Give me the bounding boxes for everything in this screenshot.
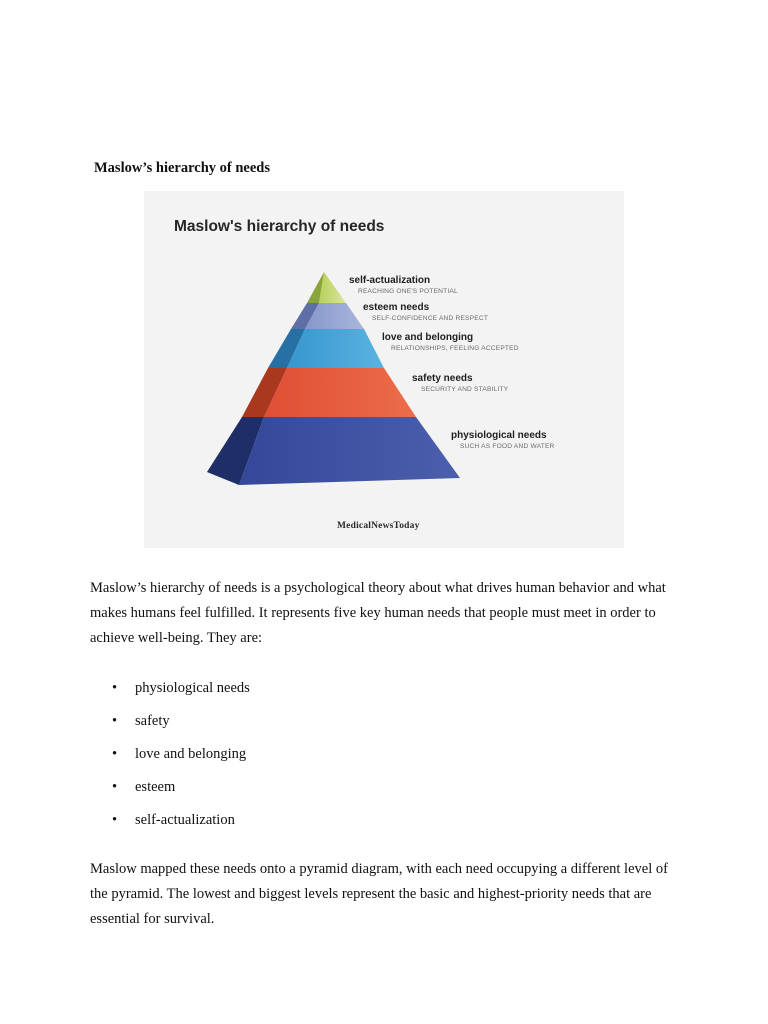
list-item-text: esteem — [135, 779, 176, 795]
list-item-text: safety — [135, 713, 170, 729]
level-sub-safety: SECURITY AND STABILITY — [421, 386, 509, 393]
level-sub-love-belonging: RELATIONSHIPS, FEELING ACCEPTED — [391, 345, 519, 352]
level-label-esteem: esteem needs — [363, 302, 430, 313]
list-item-text: love and belonging — [135, 746, 247, 762]
figure-title: Maslow's hierarchy of needs — [174, 218, 385, 235]
list-item — [90, 742, 250, 775]
bullet-icon: • — [112, 713, 118, 729]
pyramid-paragraph: Maslow mapped these needs onto a pyramid diagram, with each need occupying a different level of the pyramid. The lowest and biggest levels represent the basic and highest-priority needs that are essential for survival. — [90, 861, 668, 927]
list-item — [90, 676, 250, 709]
list-item-text: physiological needs — [135, 680, 250, 696]
list-item — [90, 709, 250, 742]
level-label-self-actualization: self-actualization — [349, 275, 431, 286]
pyramid-level-physiological — [239, 417, 460, 485]
bullet-icon: • — [112, 812, 118, 828]
pyramid-diagram — [144, 191, 624, 548]
level-label-love-belonging: love and belonging — [382, 332, 474, 343]
level-label-safety: safety needs — [412, 373, 473, 384]
bullet-icon: • — [112, 779, 118, 795]
list-item — [90, 775, 250, 808]
level-sub-physiological: SUCH AS FOOD AND WATER — [460, 443, 555, 450]
pyramid-level-safety — [264, 368, 416, 417]
needs-list — [90, 676, 250, 841]
list-item-text: self-actualization — [135, 812, 235, 828]
section-heading: Maslow’s hierarchy of needs — [94, 160, 270, 176]
level-label-physiological: physiological needs — [451, 430, 547, 441]
level-sub-esteem: SELF-CONFIDENCE AND RESPECT — [372, 315, 489, 322]
level-sub-self-actualization: REACHING ONE'S POTENTIAL — [358, 288, 458, 295]
bullet-icon: • — [112, 680, 118, 696]
brand-logo: MedicalNewsToday — [337, 521, 420, 531]
list-item — [90, 808, 250, 841]
pyramid-figure — [144, 191, 624, 548]
intro-paragraph: Maslow’s hierarchy of needs is a psychological theory about what drives human behavior and what makes humans feel fulfilled. It represents five key human needs that people must meet in order to achieve well-being. They are: — [90, 580, 666, 646]
bullet-icon: • — [112, 746, 118, 762]
